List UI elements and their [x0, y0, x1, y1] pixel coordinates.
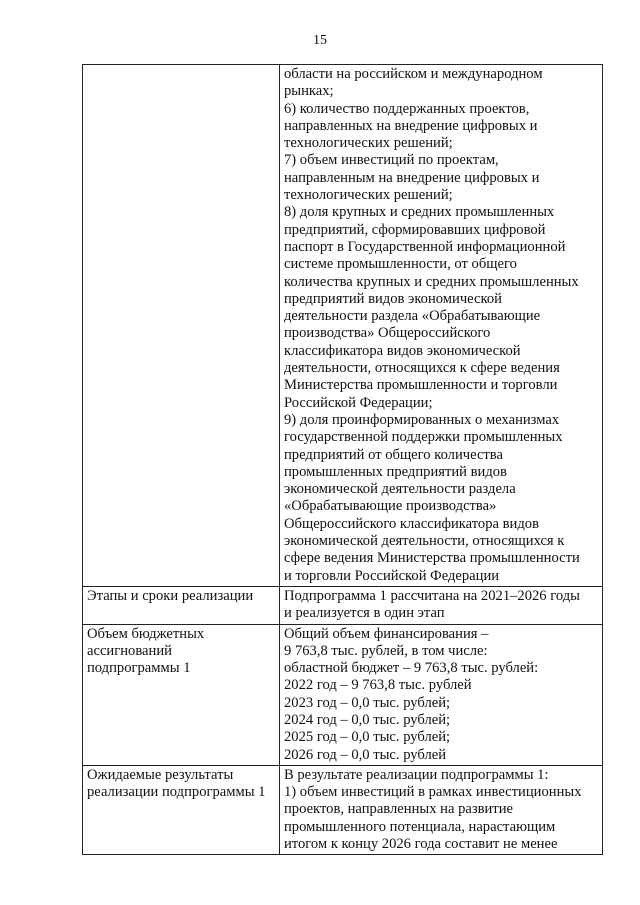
row-content-line: системе промышленности, от общего [284, 256, 517, 273]
passport-table-body [83, 65, 603, 855]
row-content-line: экономической деятельности, относящихся к [284, 533, 565, 550]
row-content-line: «Обрабатывающие производства» [284, 498, 497, 515]
row-label-cell [83, 586, 280, 624]
row-content-line: деятельности раздела «Обрабатывающие [284, 308, 541, 325]
row-label-line: Этапы и сроки реализации [87, 587, 254, 604]
table-row [83, 765, 603, 854]
row-content-line: количества крупных и средних промышленных [284, 273, 579, 290]
row-content-line: направленных на внедрение цифровых и [284, 117, 538, 134]
row-content-line: Российской Федерации; [284, 394, 433, 411]
row-content-line: итогом к концу 2026 года составит не менее [284, 836, 558, 853]
row-content-line: предприятий видов экономической [284, 290, 502, 307]
row-content-line: производства» Общероссийского [284, 325, 491, 342]
row-content-cell [280, 65, 603, 587]
row-content-line: Подпрограмма 1 рассчитана на 2021–2026 годы [284, 587, 580, 604]
row-content-line: 2023 год – 0,0 тыс. рублей; [284, 694, 451, 711]
row-content-line: 9 763,8 тыс. рублей, в том числе: [284, 642, 488, 659]
page-number: 15 [313, 33, 327, 48]
row-label-line: Ожидаемые результаты [87, 766, 234, 783]
row-content-line: Общероссийского классификатора видов [284, 515, 539, 532]
row-label-cell [83, 65, 280, 587]
row-label-cell [83, 765, 280, 854]
row-label-line: Объем бюджетных [87, 625, 205, 642]
row-content-cell [280, 765, 603, 854]
row-content-line: экономической деятельности раздела [284, 481, 516, 498]
row-content-line: Министерства промышленности и торговли [284, 377, 558, 394]
row-content-line: 2025 год – 0,0 тыс. рублей; [284, 729, 451, 746]
table-row [83, 65, 603, 587]
row-content-line: 2024 год – 0,0 тыс. рублей; [284, 711, 451, 728]
row-content-line: 2026 год – 0,0 тыс. рублей [284, 746, 447, 763]
row-content-cell [280, 586, 603, 624]
row-content-line: и реализуется в один этап [284, 605, 445, 622]
row-content-line: 8) доля крупных и средних промышленных [284, 204, 555, 221]
row-content-line: технологических решений; [284, 135, 453, 152]
row-content-line: деятельности, относящихся к сфере ведения [284, 360, 560, 377]
passport-table [82, 64, 603, 855]
row-content-line: паспорт в Государственной информационной [284, 238, 566, 255]
row-content-line: проектов, направленных на развитие [284, 801, 513, 818]
row-content-line: областной бюджет – 9 763,8 тыс. рублей: [284, 660, 539, 677]
row-content-line: 1) объем инвестиций в рамках инвестиционных [284, 784, 582, 801]
row-content-line: и торговли Российской Федерации [284, 567, 500, 584]
row-content-line: предприятий от общего количества [284, 446, 503, 463]
row-label-cell [83, 624, 280, 765]
row-content-line: В результате реализации подпрограммы 1: [284, 766, 549, 783]
row-content-line: Общий объем финансирования – [284, 625, 489, 642]
row-label-line: подпрограммы 1 [87, 660, 191, 677]
row-content-line: области на российском и международном [284, 66, 543, 82]
row-content-line: промышленных предприятий видов [284, 463, 507, 480]
row-content-line: предприятий, сформировавших цифровой [284, 221, 546, 238]
row-content-line: промышленного потенциала, нарастающим [284, 818, 556, 835]
row-content-cell [280, 624, 603, 765]
row-content-line: 9) доля проинформированных о механизмах [284, 411, 560, 428]
row-content-line: 2022 год – 9 763,8 тыс. рублей [284, 677, 472, 694]
row-content-line: технологических решений; [284, 187, 453, 204]
row-content-line: классификатора видов экономической [284, 342, 521, 359]
table-row [83, 586, 603, 624]
row-content-line: рынках; [284, 83, 334, 100]
row-label-line: реализации подпрограммы 1 [87, 784, 266, 801]
row-content-line: 6) количество поддержанных проектов, [284, 100, 530, 117]
row-content-line: государственной поддержки промышленных [284, 429, 563, 446]
row-content-line: направленным на внедрение цифровых и [284, 169, 540, 186]
row-label-line: ассигнований [87, 642, 172, 659]
row-content-line: сфере ведения Министерства промышленности [284, 550, 580, 567]
table-row [83, 624, 603, 765]
row-content-line: 7) объем инвестиций по проектам, [284, 152, 499, 169]
